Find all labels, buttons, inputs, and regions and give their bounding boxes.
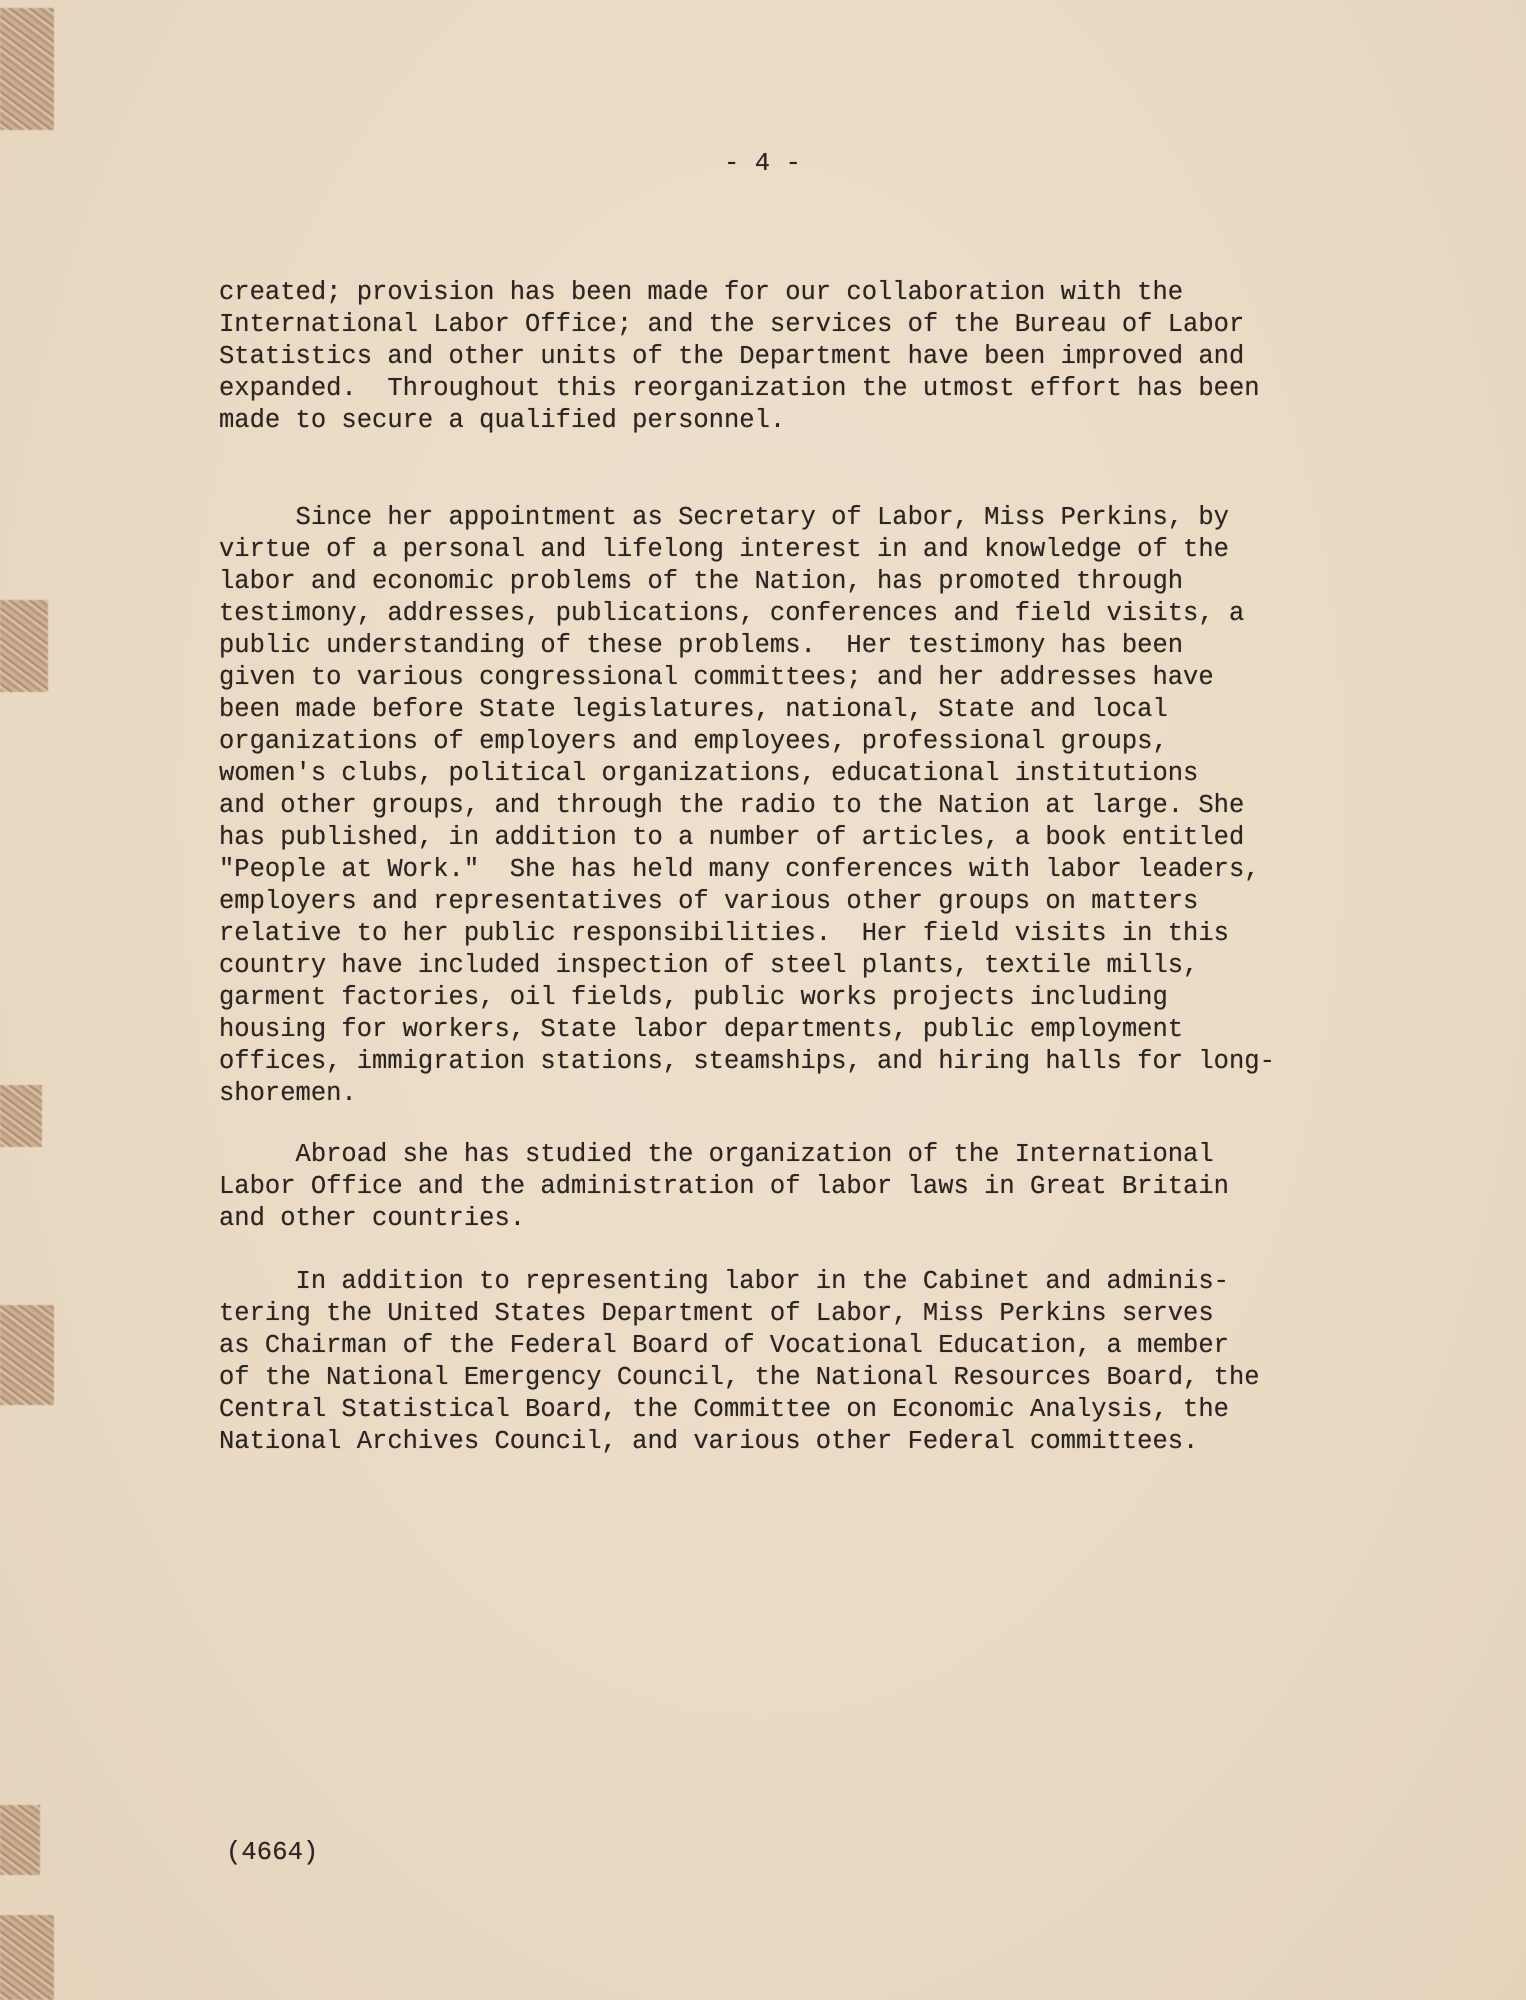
text-line: has published, in addition to a number of articles, a book entitled — [219, 823, 1245, 852]
paragraph-2 — [219, 502, 1275, 1110]
binding-stain — [0, 1805, 40, 1875]
text-line: women's clubs, political organizations, educational institutions — [219, 759, 1199, 788]
text-line: made to secure a qualified personnel. — [219, 406, 786, 435]
paragraph-3 — [219, 1139, 1229, 1235]
text-line: Statistics and other units of the Department have been improved and — [219, 342, 1245, 371]
text-line: relative to her public responsibilities. Her field visits in this — [219, 919, 1229, 948]
paragraph-1 — [219, 277, 1260, 437]
text-line: as Chairman of the Federal Board of Vocational Education, a member — [219, 1331, 1229, 1360]
text-line: In addition to representing labor in the Cabinet and adminis- — [219, 1267, 1229, 1296]
binding-stain — [0, 1915, 54, 2000]
text-line: of the National Emergency Council, the National Resources Board, the — [219, 1363, 1260, 1392]
text-line: and other countries. — [219, 1204, 526, 1233]
text-line: "People at Work." She has held many conferences with labor leaders, — [219, 855, 1260, 884]
text-line: organizations of employers and employees, professional groups, — [219, 727, 1168, 756]
text-line: garment factories, oil fields, public works projects including — [219, 983, 1168, 1012]
text-line: Abroad she has studied the organization of the International — [219, 1140, 1214, 1169]
text-line: given to various congressional committees; and her addresses have — [219, 663, 1214, 692]
text-line: Since her appointment as Secretary of Labor, Miss Perkins, by — [219, 503, 1229, 532]
binding-stain — [0, 1305, 54, 1405]
text-line: offices, immigration stations, steamships, and hiring halls for long- — [219, 1047, 1275, 1076]
text-line: and other groups, and through the radio to the Nation at large. She — [219, 791, 1245, 820]
text-line: National Archives Council, and various other Federal committees. — [219, 1427, 1199, 1456]
page-number: - 4 - — [724, 149, 802, 178]
text-line: virtue of a personal and lifelong interest in and knowledge of the — [219, 535, 1229, 564]
binding-stain — [0, 1085, 42, 1147]
binding-stain — [0, 8, 54, 130]
text-line: country have included inspection of steel plants, textile mills, — [219, 951, 1199, 980]
text-line: labor and economic problems of the Nation, has promoted through — [219, 567, 1184, 596]
text-line: public understanding of these problems. Her testimony has been — [219, 631, 1184, 660]
text-line: created; provision has been made for our collaboration with the — [219, 278, 1184, 307]
text-line: Central Statistical Board, the Committee on Economic Analysis, the — [219, 1395, 1229, 1424]
text-line: been made before State legislatures, national, State and local — [219, 695, 1168, 724]
text-line: International Labor Office; and the services of the Bureau of Labor — [219, 310, 1245, 339]
text-line: tering the United States Department of Labor, Miss Perkins serves — [219, 1299, 1214, 1328]
binding-stain — [0, 600, 48, 692]
footer-code: (4664) — [226, 1838, 319, 1867]
text-line: Labor Office and the administration of labor laws in Great Britain — [219, 1172, 1229, 1201]
text-line: expanded. Throughout this reorganization the utmost effort has been — [219, 374, 1260, 403]
text-line: testimony, addresses, publications, conferences and field visits, a — [219, 599, 1245, 628]
paragraph-4 — [219, 1266, 1260, 1458]
text-line: employers and representatives of various other groups on matters — [219, 887, 1199, 916]
text-line: shoremen. — [219, 1079, 357, 1108]
text-line: housing for workers, State labor departments, public employment — [219, 1015, 1184, 1044]
